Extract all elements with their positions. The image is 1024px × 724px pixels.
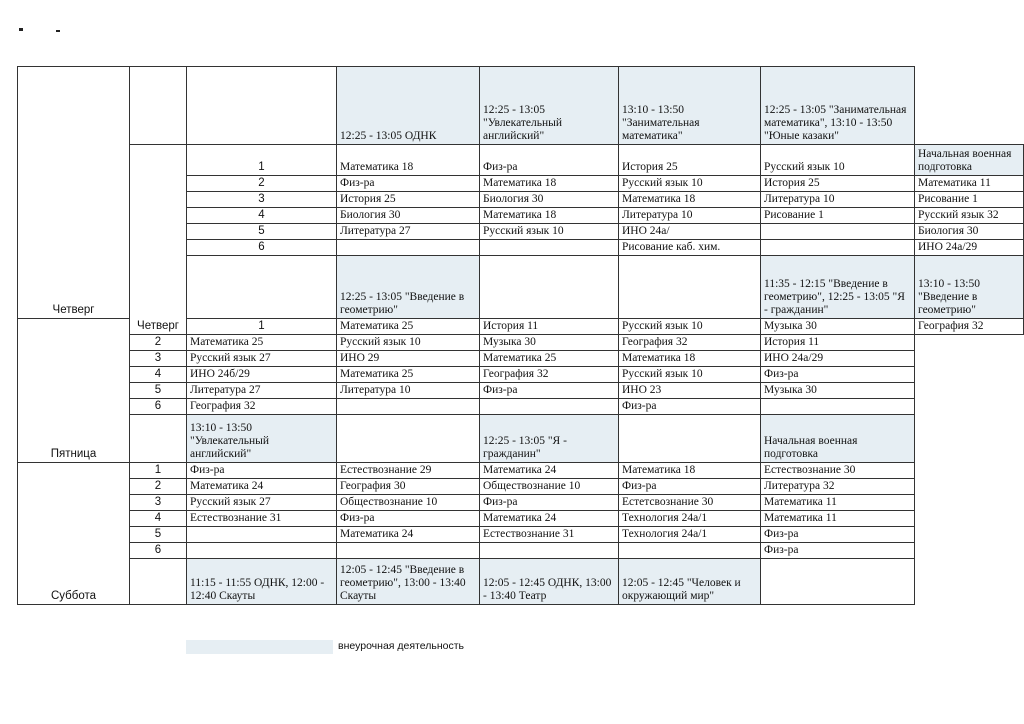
lesson-cell: 11:35 - 12:15 "Введение в геометрию", 12:25 - 13:05 "Я - гражданин" — [761, 256, 915, 319]
lesson-cell: Математика 25 — [480, 351, 619, 367]
scan-speck — [19, 28, 23, 31]
lesson-cell: Русский язык 10 — [761, 145, 915, 176]
lesson-cell — [619, 256, 761, 319]
lesson-cell: Физ-ра — [480, 495, 619, 511]
lesson-cell — [187, 67, 337, 145]
lesson-cell — [337, 543, 480, 559]
lesson-number: 2 — [130, 479, 187, 495]
lesson-cell — [619, 543, 761, 559]
table-row — [18, 543, 1024, 559]
lesson-cell — [761, 240, 915, 256]
table-row — [18, 463, 1024, 479]
day-cell: Пятница — [18, 319, 130, 463]
lesson-cell: Физ-ра — [337, 176, 480, 192]
day-cell: Четверг — [18, 67, 130, 319]
lesson-cell: География 32 — [915, 319, 1024, 335]
lesson-cell: Физ-ра — [761, 543, 915, 559]
lesson-cell: Физ-ра — [761, 367, 915, 383]
lesson-number: 1 — [187, 145, 337, 176]
lesson-cell: История 25 — [761, 176, 915, 192]
lesson-cell: Математика 24 — [480, 463, 619, 479]
lesson-cell — [187, 527, 337, 543]
lesson-cell — [337, 415, 480, 463]
lesson-cell: Рисование каб. хим. — [619, 240, 761, 256]
lesson-cell: 12:05 - 12:45 "Человек и окружающий мир" — [619, 559, 761, 605]
lesson-cell — [480, 543, 619, 559]
lesson-cell: Русский язык 10 — [480, 224, 619, 240]
lesson-number: 4 — [130, 511, 187, 527]
lesson-cell: Русский язык 10 — [337, 335, 480, 351]
lesson-number: 3 — [130, 495, 187, 511]
lesson-cell: Литература 27 — [337, 224, 480, 240]
lesson-number: 6 — [130, 399, 187, 415]
lesson-number — [130, 67, 187, 145]
table-row — [18, 511, 1024, 527]
lesson-cell — [480, 240, 619, 256]
lesson-cell: Технология 24а/1 — [619, 527, 761, 543]
lesson-cell: Литература 10 — [761, 192, 915, 208]
lesson-cell: ИНО 24а/29 — [915, 240, 1024, 256]
lesson-cell — [619, 415, 761, 463]
lesson-cell: История 11 — [761, 335, 915, 351]
lesson-cell: География 30 — [337, 479, 480, 495]
table-row — [18, 145, 1024, 176]
lesson-cell: ИНО 23 — [619, 383, 761, 399]
lesson-cell: Музыка 30 — [480, 335, 619, 351]
lesson-cell: 13:10 - 13:50 "Введение в геометрию" — [915, 256, 1024, 319]
lesson-cell: Русский язык 10 — [619, 367, 761, 383]
lesson-cell: 12:25 - 13:05 "Я - гражданин" — [480, 415, 619, 463]
table-row — [18, 399, 1024, 415]
lesson-cell: Математика 25 — [337, 367, 480, 383]
lesson-cell: Естествознание 30 — [761, 463, 915, 479]
lesson-cell: 12:25 - 13:05 "Занимательная математика", 13:10 - 13:50 "Юные казаки" — [761, 67, 915, 145]
lesson-cell: Математика 18 — [337, 145, 480, 176]
lesson-cell: 12:05 - 12:45 "Введение в геометрию", 13:00 - 13:40 Скауты — [337, 559, 480, 605]
lesson-cell: Литература 10 — [337, 383, 480, 399]
table-row — [18, 527, 1024, 543]
lesson-cell: Математика 11 — [761, 495, 915, 511]
lesson-cell: Математика 25 — [187, 335, 337, 351]
scan-speck — [56, 30, 60, 32]
lesson-cell: Начальная военная подготовка — [761, 415, 915, 463]
table-row — [18, 415, 1024, 463]
lesson-cell: Биология 30 — [337, 208, 480, 224]
lesson-cell: Физ-ра — [619, 399, 761, 415]
lesson-cell: Физ-ра — [337, 511, 480, 527]
lesson-cell: Русский язык 32 — [915, 208, 1024, 224]
lesson-number: 5 — [187, 224, 337, 240]
lesson-cell: Музыка 30 — [761, 383, 915, 399]
lesson-cell — [480, 399, 619, 415]
schedule-table — [17, 66, 1024, 605]
lesson-cell: Литература 32 — [761, 479, 915, 495]
lesson-cell: ИНО 24б/29 — [187, 367, 337, 383]
lesson-cell — [337, 240, 480, 256]
table-row — [18, 495, 1024, 511]
lesson-number: 3 — [130, 351, 187, 367]
lesson-cell: Математика 18 — [619, 351, 761, 367]
lesson-cell: Физ-ра — [761, 527, 915, 543]
lesson-cell: Русский язык 10 — [619, 176, 761, 192]
lesson-cell: Математика 25 — [337, 319, 480, 335]
lesson-number: 1 — [130, 463, 187, 479]
lesson-cell: 13:10 - 13:50 "Увлекательный английский" — [187, 415, 337, 463]
lesson-cell: Естествознание 29 — [337, 463, 480, 479]
lesson-cell: 12:25 - 13:05 "Введение в геометрию" — [337, 256, 480, 319]
lesson-cell: Естетсвознание 30 — [619, 495, 761, 511]
lesson-number — [130, 415, 187, 463]
lesson-cell: 12:25 - 13:05 ОДНК — [337, 67, 480, 145]
lesson-cell: 12:25 - 13:05 "Увлекательный английский" — [480, 67, 619, 145]
lesson-cell: Математика 18 — [619, 192, 761, 208]
lesson-cell: Технология 24а/1 — [619, 511, 761, 527]
lesson-cell: Русский язык 27 — [187, 351, 337, 367]
lesson-cell: Начальная военная подготовка — [915, 145, 1024, 176]
lesson-cell: Литература 27 — [187, 383, 337, 399]
lesson-cell: 11:15 - 11:55 ОДНК, 12:00 - 12:40 Скауты — [187, 559, 337, 605]
lesson-number: 4 — [187, 208, 337, 224]
lesson-cell: Физ-ра — [187, 463, 337, 479]
lesson-cell: История 25 — [619, 145, 761, 176]
lesson-number: 6 — [130, 543, 187, 559]
lesson-number: 4 — [130, 367, 187, 383]
lesson-number — [130, 559, 187, 605]
lesson-number: 1 — [187, 319, 337, 335]
lesson-cell: Физ-ра — [480, 145, 619, 176]
lesson-cell — [761, 399, 915, 415]
lesson-cell: Математика 18 — [619, 463, 761, 479]
lesson-cell: ИНО 29 — [337, 351, 480, 367]
lesson-cell: Математика 24 — [187, 479, 337, 495]
table-row — [18, 67, 1024, 145]
table-row — [18, 479, 1024, 495]
lesson-cell: ИНО 24а/ — [619, 224, 761, 240]
lesson-cell: География 32 — [187, 399, 337, 415]
lesson-cell: Обществознание 10 — [337, 495, 480, 511]
lesson-cell — [761, 224, 915, 240]
lesson-cell — [187, 543, 337, 559]
lesson-cell: Математика 24 — [337, 527, 480, 543]
lesson-number — [187, 256, 337, 319]
lesson-cell: Обществознание 10 — [480, 479, 619, 495]
lesson-cell — [480, 256, 619, 319]
lesson-cell: ИНО 24а/29 — [761, 351, 915, 367]
lesson-cell — [761, 559, 915, 605]
table-row — [18, 367, 1024, 383]
lesson-cell: Естествознание 31 — [480, 527, 619, 543]
lesson-cell: Рисование 1 — [915, 192, 1024, 208]
lesson-cell: Музыка 30 — [761, 319, 915, 335]
lesson-cell: География 32 — [480, 367, 619, 383]
lesson-cell: Математика 11 — [915, 176, 1024, 192]
day-cell: Четверг — [130, 145, 187, 335]
lesson-cell: Русский язык 27 — [187, 495, 337, 511]
lesson-cell: География 32 — [619, 335, 761, 351]
lesson-cell: Биология 30 — [480, 192, 619, 208]
table-row — [18, 559, 1024, 605]
lesson-number: 3 — [187, 192, 337, 208]
day-cell: Суббота — [18, 463, 130, 605]
lesson-cell: Математика 11 — [761, 511, 915, 527]
lesson-number: 2 — [187, 176, 337, 192]
legend-label: внеурочная деятельность — [338, 640, 464, 652]
lesson-number: 6 — [187, 240, 337, 256]
lesson-cell — [337, 399, 480, 415]
lesson-cell: Литература 10 — [619, 208, 761, 224]
lesson-cell: Физ-ра — [619, 479, 761, 495]
lesson-cell: История 25 — [337, 192, 480, 208]
lesson-cell: Русский язык 10 — [619, 319, 761, 335]
lesson-number: 5 — [130, 383, 187, 399]
lesson-cell: Рисование 1 — [761, 208, 915, 224]
lesson-cell: Математика 18 — [480, 208, 619, 224]
lesson-cell: Математика 24 — [480, 511, 619, 527]
lesson-cell: 12:05 - 12:45 ОДНК, 13:00 - 13:40 Театр — [480, 559, 619, 605]
lesson-number: 2 — [130, 335, 187, 351]
lesson-cell: История 11 — [480, 319, 619, 335]
table-row — [18, 335, 1024, 351]
lesson-number: 5 — [130, 527, 187, 543]
legend-swatch — [186, 640, 333, 654]
table-row — [18, 383, 1024, 399]
table-row — [18, 351, 1024, 367]
lesson-cell: Естествознание 31 — [187, 511, 337, 527]
lesson-cell: Биология 30 — [915, 224, 1024, 240]
lesson-cell: Математика 18 — [480, 176, 619, 192]
lesson-cell: Физ-ра — [480, 383, 619, 399]
lesson-cell: 13:10 - 13:50 "Занимательная математика" — [619, 67, 761, 145]
